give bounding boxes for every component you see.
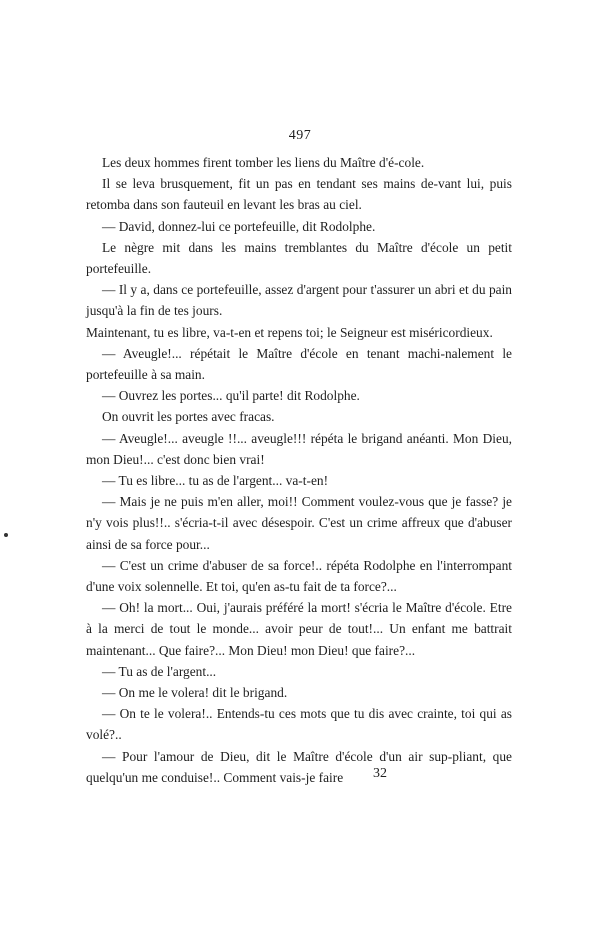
margin-mark (4, 533, 8, 537)
paragraph: Il se leva brusquement, fit un pas en tendant ses mains de-vant lui, puis retomba dans son fauteuil en levant les bras au ciel. (86, 176, 512, 213)
page-number: 497 (288, 128, 312, 143)
paragraph: — On te le volera!.. Entends-tu ces mots que tu dis avec crainte, toi qui as volé?.. (86, 706, 512, 743)
paragraph: — David, donnez-lui ce portefeuille, dit Rodolphe. (102, 218, 376, 234)
paragraph: Le nègre mit dans les mains tremblantes du Maître d'école un petit portefeuille. (86, 239, 512, 277)
paragraph: — Tu es libre... tu as de l'argent... va-t-en! (102, 473, 329, 489)
paragraph: On ouvrit les portes avec fracas. (102, 409, 275, 425)
paragraph: — Aveugle!... répétait le Maître d'école en tenant machi-nalement le portefeuille à sa main. (86, 345, 512, 383)
paragraph: — Oh! la mort... Oui, j'aurais préféré la mort! s'écria le Maître d'école. Etre à la merci de tout le monde... avoir peur de tout!... Un enfant me battrait maintenant... Que faire?... Mon Dieu! mon Dieu! que faire?... (86, 600, 512, 658)
paragraph: — Ouvrez les portes... qu'il parte! dit Rodolphe. (102, 388, 360, 404)
paragraph: — Pour l'amour de Dieu, dit le Maître d'école d'un air sup-pliant, que quelqu'un me conduise!.. Comment vais-je faire (86, 748, 512, 785)
paragraph: Maintenant, tu es libre, va-t-en et repens toi; le Seigneur est miséricordieux. (86, 324, 493, 340)
paragraph: — Il y a, dans ce portefeuille, assez d'argent pour t'assurer un abri et du pain jusqu'à la fin de tes jours. (86, 282, 512, 319)
paragraph: — Mais je ne puis m'en aller, moi!! Comment voulez-vous que je fasse? je n'y vois plus!!.. s'écria-t-il avec désespoir. C'est un crime affreux que d'abuser ainsi de sa force pour... (86, 494, 512, 552)
paragraph: — On me le volera! dit le brigand. (102, 685, 288, 701)
paragraph: — Tu as de l'argent... (102, 663, 217, 679)
paragraph: Les deux hommes firent tomber les liens du Maître d'é-cole. (102, 155, 425, 170)
paragraph: — Aveugle!... aveugle !!... aveugle!!! répéta le brigand anéanti. Mon Dieu, mon Dieu!... c'est donc bien vrai! (86, 430, 512, 467)
text-block (86, 152, 512, 788)
signature-mark: 32 (373, 766, 387, 781)
paragraph: — C'est un crime d'abuser de sa force!.. répéta Rodolphe en l'interrompant d'une voix solennelle. Et toi, qu'en as-tu fait de ta force?... (86, 557, 512, 595)
